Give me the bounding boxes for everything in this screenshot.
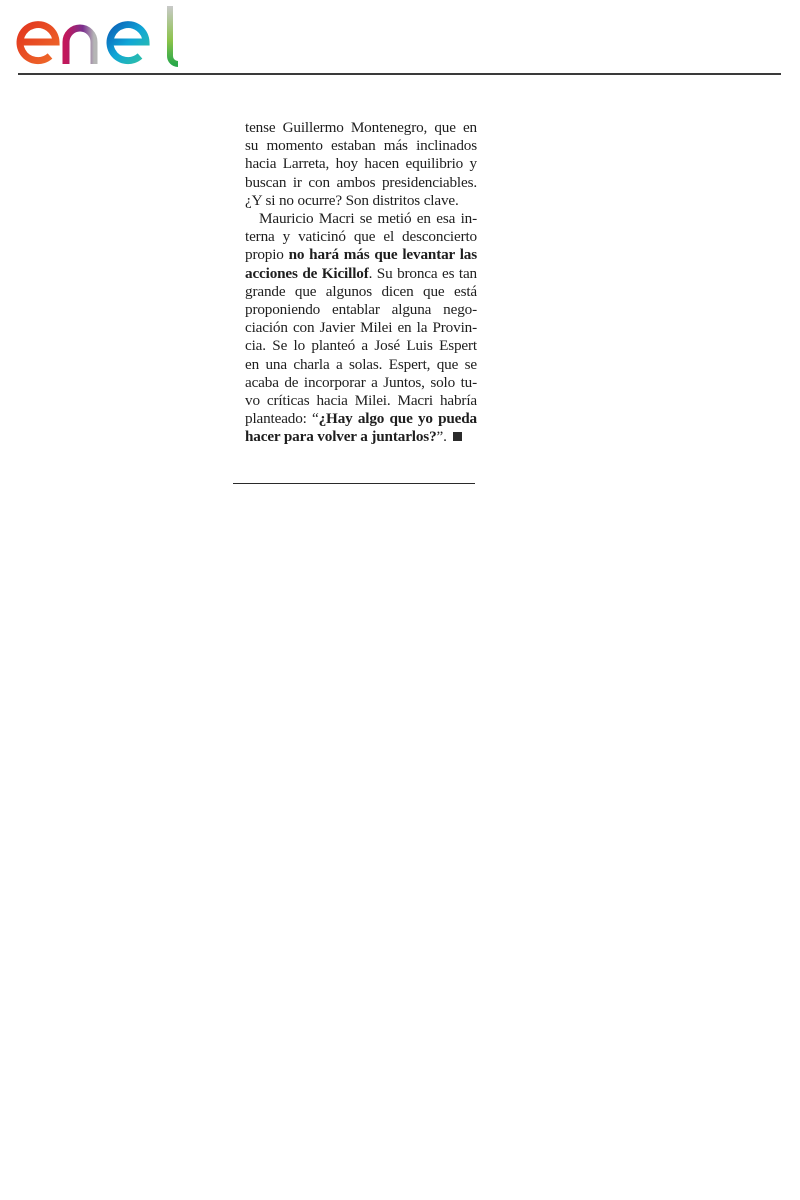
bold-text-run: no hará más que levantar las [288,246,477,264]
bold-text-run: hacer para volver a juntarlos? [245,428,437,446]
text-line: ¿Y si no ocurre? Son distritos clave. [245,191,459,209]
bold-text-run: ¿Hay algo que yo pueda [318,410,478,428]
text-line [245,428,477,446]
text-line: en una charla a solas. Espert, que se [245,355,477,373]
header-divider [18,73,781,75]
text-line: su momento estaban más inclinados [245,137,477,155]
text-line: terna y vaticinó que el desconcierto [245,228,477,246]
text-run: planteado: “ [245,410,319,428]
article-body [245,119,477,447]
end-of-article-square-icon [453,432,462,441]
text-line: vo críticas hacia Milei. Macri habría [245,392,477,410]
text-line [245,265,477,283]
text-line: proponiendo entablar alguna nego- [245,301,477,319]
enel-logo [16,4,182,68]
text-run: propio [245,246,289,264]
text-run: . Su bronca es tan [368,264,477,282]
text-line: tense Guillermo Montenegro, que en [245,119,477,136]
text-line: acaba de incorporar a Juntos, solo tu- [245,373,477,391]
text-line: Mauricio Macri se metió en esa in- [259,210,477,228]
text-line [245,246,477,264]
text-line: hacia Larreta, hoy hacen equilibrio y [245,155,477,173]
text-run: ”. [436,428,447,446]
article-end-divider [233,483,475,484]
text-line: ciación con Javier Milei en la Provin- [245,319,477,337]
text-line: buscan ir con ambos presidenciables. [245,173,477,191]
text-line: cia. Se lo planteó a José Luis Espert [245,337,477,355]
text-line [245,410,477,428]
bold-text-run: acciones de Kicillof [245,264,369,282]
text-line: grande que algunos dicen que está [245,282,477,300]
